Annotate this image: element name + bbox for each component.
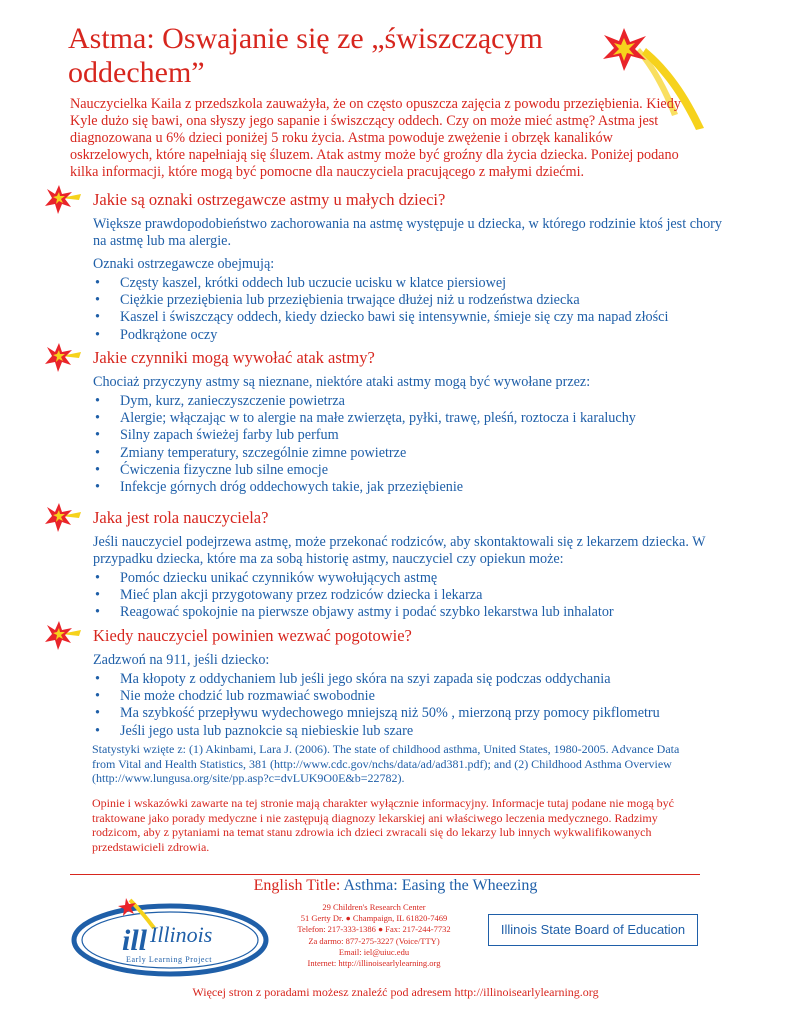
section-question: Jakie są oznaki ostrzegawcze astmy u małych dzieci? [93, 190, 446, 209]
list-item: • Dym, kurz, zanieczyszczenie powietrza [93, 393, 730, 410]
english-title [0, 876, 791, 896]
statistics-source: Statystyki wzięte z: (1) Akinbami, Lara J. (2006). The state of childhood asthma, United States, 1980-2005. Advance Data from Vital and Health Statistics, 381 (http://www.cdc.gov/nchs/data/ad/ad381.pdf); and (2) Childhood Asthma Overview (http://www.lungusa.org/site/pp.asp?c=dvLUK9O0E&b=22782). [92, 742, 680, 786]
list-item: • Pomóc dziecku unikać czynników wywołujących astmę [93, 570, 730, 587]
contact-line: Telefon: 217-333-1386 ● Fax: 217-244-7732 [297, 924, 451, 935]
english-title-value: Asthma: Easing the Wheezing [343, 877, 538, 894]
list-item: • Nie może chodzić lub rozmawiać swobodnie [93, 688, 730, 705]
section-text: Chociaż przyczyny astmy są nieznane, niektóre ataki astmy mogą być wywołane przez: [93, 374, 591, 390]
list-item: • Silny zapach świeżej farby lub perfum [93, 427, 730, 444]
section-question: Kiedy nauczyciel powinien wezwać pogotowie? [93, 626, 412, 645]
list-item: • Reagować spokojnie na pierwsze objawy astmy i podać szybko lekarstwa lub inhalator [93, 604, 730, 621]
list-item: • Zmiany temperatury, szczególnie zimne powietrze [93, 445, 730, 462]
contact-line: Za darmo: 877-275-3227 (Voice/TTY) [308, 935, 440, 946]
svg-text:ill: ill [122, 924, 148, 957]
star-bullet-icon [45, 620, 81, 652]
contact-line[interactable]: Email: iel@uiuc.edu [338, 946, 410, 957]
bullet-list [93, 671, 730, 740]
intro-paragraph: Nauczycielka Kaila z przedszkola zauważyła, że on często opuszcza zajęcia z powodu przeziębienia. Kiedy Kyle dużo się bawi, ona słyszy jego sapanie i świszczący oddech. Czy on może mieć astmę? Astma jest diagnozowana u 6% dzieci poniżej 5 roku życia. Astma powoduje zwężenie i obrzęk kanalików oskrzelowych, które napełniają się śluzem. Atak astmy może być groźny dla życia dziecka. Poniżej podano kilka informacji, które mogą być pomocne dla nauczyciela pracującego z małymi dziećmi. [70, 96, 681, 180]
list-item: • Ciężkie przeziębienia lub przeziębienia trwające dłużej niż u rodzeństwa dziecka [93, 292, 730, 309]
star-bullet-icon [45, 502, 81, 534]
star-bullet-icon [45, 342, 81, 374]
isbe-box: Illinois State Board of Education [488, 914, 698, 946]
section-text: Jeśli nauczyciel podejrzewa astmę, może przekonać rodziców, aby skontaktowali się z lekarzem dziecka. W przypadku dziecka, które ma za sobą historię astmy, nauczyciel czy opiekun może: [93, 534, 706, 567]
list-item: • Ćwiczenia fizyczne lub silne emocje [93, 462, 730, 479]
section-text: Większe prawdopodobieństwo zachorowania na astmę występuje u dziecka, w którego rodzinie ktoś jest chory na astmę lub ma alergie. [93, 216, 722, 249]
list-item: • Jeśli jego usta lub paznokcie są niebieskie lub szare [93, 723, 730, 740]
star-bullet-icon [45, 184, 81, 216]
list-item: • Podkrążone oczy [93, 327, 730, 344]
svg-text:Early Learning Project: Early Learning Project [126, 955, 213, 964]
list-item: • Infekcje górnych dróg oddechowych takie, jak przeziębienie [93, 479, 730, 496]
contact-info [274, 902, 474, 969]
section-text: Oznaki ostrzegawcze obejmują: [93, 256, 275, 272]
divider [70, 874, 700, 875]
contact-line: 29 Children's Research Center [322, 902, 426, 912]
footer-text[interactable]: Więcej stron z poradami możesz znaleźć pod adresem http://illinoisearlylearning.org [192, 985, 599, 999]
section-warning-signs [70, 190, 730, 344]
bullet-list [93, 393, 730, 496]
section-question: Jaka jest rola nauczyciela? [93, 508, 269, 527]
section-question: Jakie czynniki mogą wywołać atak astmy? [93, 348, 375, 367]
contact-line[interactable]: Internet: http://illinoisearlylearning.org [307, 958, 441, 969]
section-text: Zadzwoń na 911, jeśli dziecko: [93, 652, 270, 668]
list-item: • Ma szybkość przepływu wydechowego mniejszą niż 50% , mierzoną przy pomocy pikflometru [93, 705, 730, 722]
bullet-list [93, 275, 730, 344]
bullet-list [93, 570, 730, 622]
list-item: • Częsty kaszel, krótki oddech lub uczucie ucisku w klatce piersiowej [93, 275, 730, 292]
svg-text:Illinois: Illinois [150, 922, 213, 947]
list-item: • Kaszel i świszczący oddech, kiedy dziecko bawi się intensywnie, śmieje się czy ma napad złości [93, 309, 730, 326]
list-item: • Alergie; włączając w to alergie na małe zwierzęta, pyłki, trawę, pleśń, roztocza i karaluchy [93, 410, 730, 427]
list-item: • Ma kłopoty z oddychaniem lub jeśli jego skóra na szyi zapada się podczas oddychania [93, 671, 730, 688]
section-triggers [70, 348, 730, 496]
page-title: Astma: Oswajanie się ze „świszczącym oddechem” [68, 22, 543, 89]
illinois-logo [70, 896, 270, 978]
section-emergency [70, 626, 730, 740]
list-item: • Mieć plan akcji przygotowany przez rodziców dziecka i lekarza [93, 587, 730, 604]
disclaimer: Opinie i wskazówki zawarte na tej stronie mają charakter wyłącznie informacyjny. Informacje tutaj podane nie mogą być traktowane jako porady medyczne i nie zastępują diagnozy lekarskiej ani właściwego leczenia medycznego. Radzimy rodzicom, aby z pytaniami na temat stanu zdrowia ich dzieci zwracali się do lekarzy lub innych wykwalifikowanych przedstawicieli zdrowia. [92, 796, 674, 854]
section-teacher-role [70, 508, 730, 622]
english-title-label: English Title: [253, 877, 341, 894]
contact-line: 51 Gerty Dr. ● Champaign, IL 61820-7469 [300, 913, 448, 924]
